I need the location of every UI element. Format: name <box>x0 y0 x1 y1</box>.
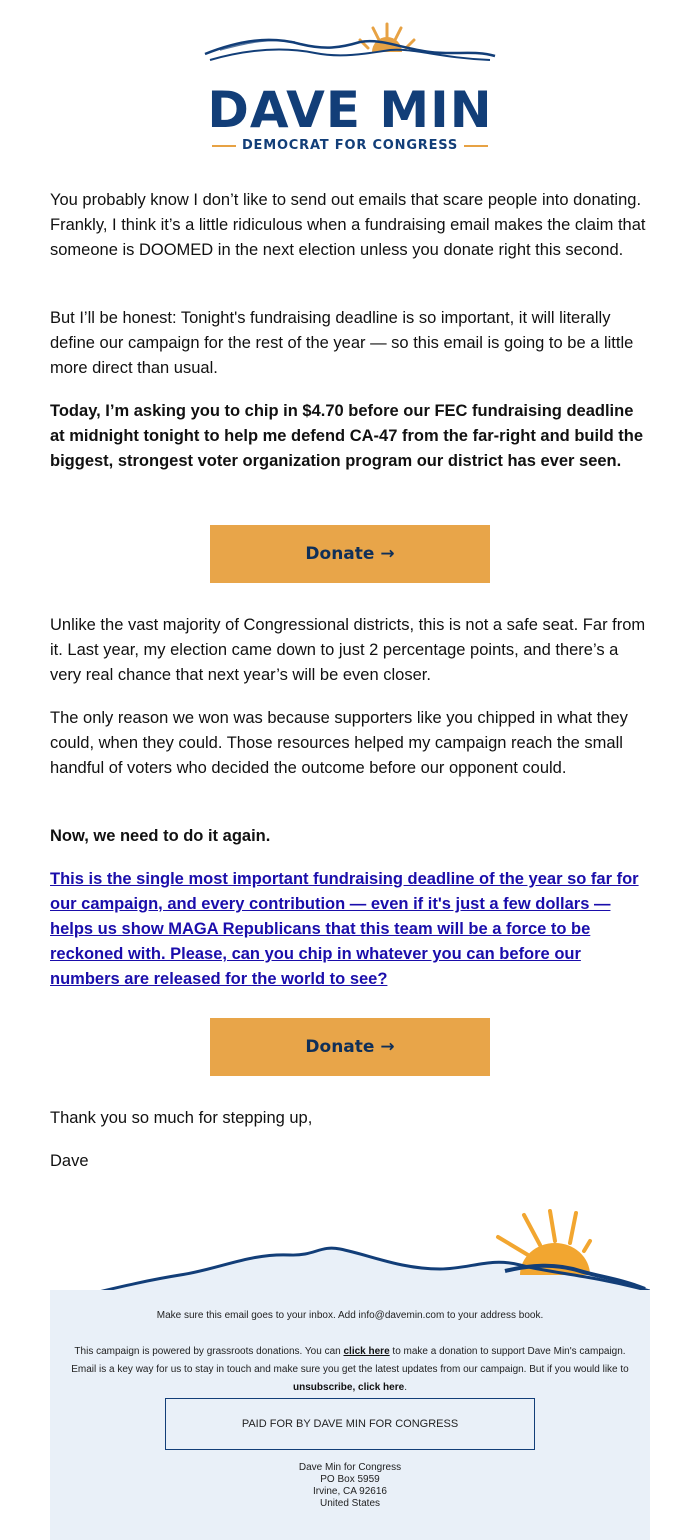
signature: Dave <box>50 1152 89 1170</box>
paragraph-honest: But I’ll be honest: Tonight's fundraising deadline is so important, it will literally define our campaign for the rest of the year — so this email is going to be a little more direct than usual. <box>50 309 634 377</box>
logo-subtitle <box>200 138 500 154</box>
dash-left-icon <box>212 145 236 147</box>
donation-notice-text-2: to make a donation to support Dave Min's campaign. Email is a key way for us to stay in touch and make sure you get the latest updates from our campaign. But if you would like to <box>71 1346 629 1375</box>
closing-line: Thank you so much for stepping up, <box>50 1109 313 1127</box>
donation-notice <box>70 1343 630 1397</box>
unsubscribe-link[interactable]: unsubscribe, click here <box>293 1382 405 1393</box>
paragraph-ask: Today, I’m asking you to chip in $4.70 before our FEC fundraising deadline at midnight tonight to help me defend CA-47 from the far-right and build the biggest, strongest voter organization program our district has ever seen. <box>50 402 644 470</box>
donation-link-paragraph[interactable]: This is the single most important fundraising deadline of the year so far for our campaign, and every contribution — even if it's just a few dollars — helps us show MAGA Republicans that this team will be a force to be reckoned with. Please, can you chip in whatever you can before our numbers are released for the world to see? <box>50 870 639 988</box>
donation-notice-text-3: . <box>404 1382 407 1393</box>
donation-notice-text-1: This campaign is powered by grassroots donations. You can <box>74 1346 344 1357</box>
address-line-1: Dave Min for Congress <box>298 1462 402 1473</box>
paragraph-supporters: The only reason we won was because supporters like you chipped in what they could, when they could. Those resources helped my campaign reach the small handful of voters who decided the outcome before our opponent could. <box>50 709 628 777</box>
dash-right-icon <box>464 145 488 147</box>
logo-subtitle-text: DEMOCRAT FOR CONGRESS <box>241 138 459 153</box>
address-line-3: Irvine, CA 92616 <box>313 1486 387 1497</box>
logo-mountains-sun-icon <box>200 20 500 90</box>
address-line-4: United States <box>319 1498 381 1509</box>
paid-for-box: PAID FOR BY DAVE MIN FOR CONGRESS <box>165 1398 535 1450</box>
logo-name: DAVE MIN <box>207 81 493 139</box>
campaign-logo <box>200 20 500 153</box>
paragraph-intro: You probably know I don’t like to send out emails that scare people into donating. Frankly, I think it’s a little ridiculous when a fundraising email makes the claim that someone is DOOMED in the next election unless you donate right this second. <box>50 191 646 259</box>
email-footer <box>50 1290 650 1540</box>
paragraph-again: Now, we need to do it again. <box>50 827 271 845</box>
inbox-note: Make sure this email goes to your inbox. Add info@davemin.com to your address book. <box>156 1310 544 1321</box>
donate-button[interactable]: Donate → <box>210 525 490 583</box>
donate-button-2[interactable]: Donate → <box>210 1018 490 1076</box>
click-here-link[interactable]: click here <box>343 1346 390 1357</box>
paragraph-district: Unlike the vast majority of Congressional districts, this is not a safe seat. Far from it. Last year, my election came down to just 2 percentage points, and there’s a very real chance that next year’s will be even closer. <box>50 616 646 684</box>
address-line-2: PO Box 5959 <box>320 1474 380 1485</box>
